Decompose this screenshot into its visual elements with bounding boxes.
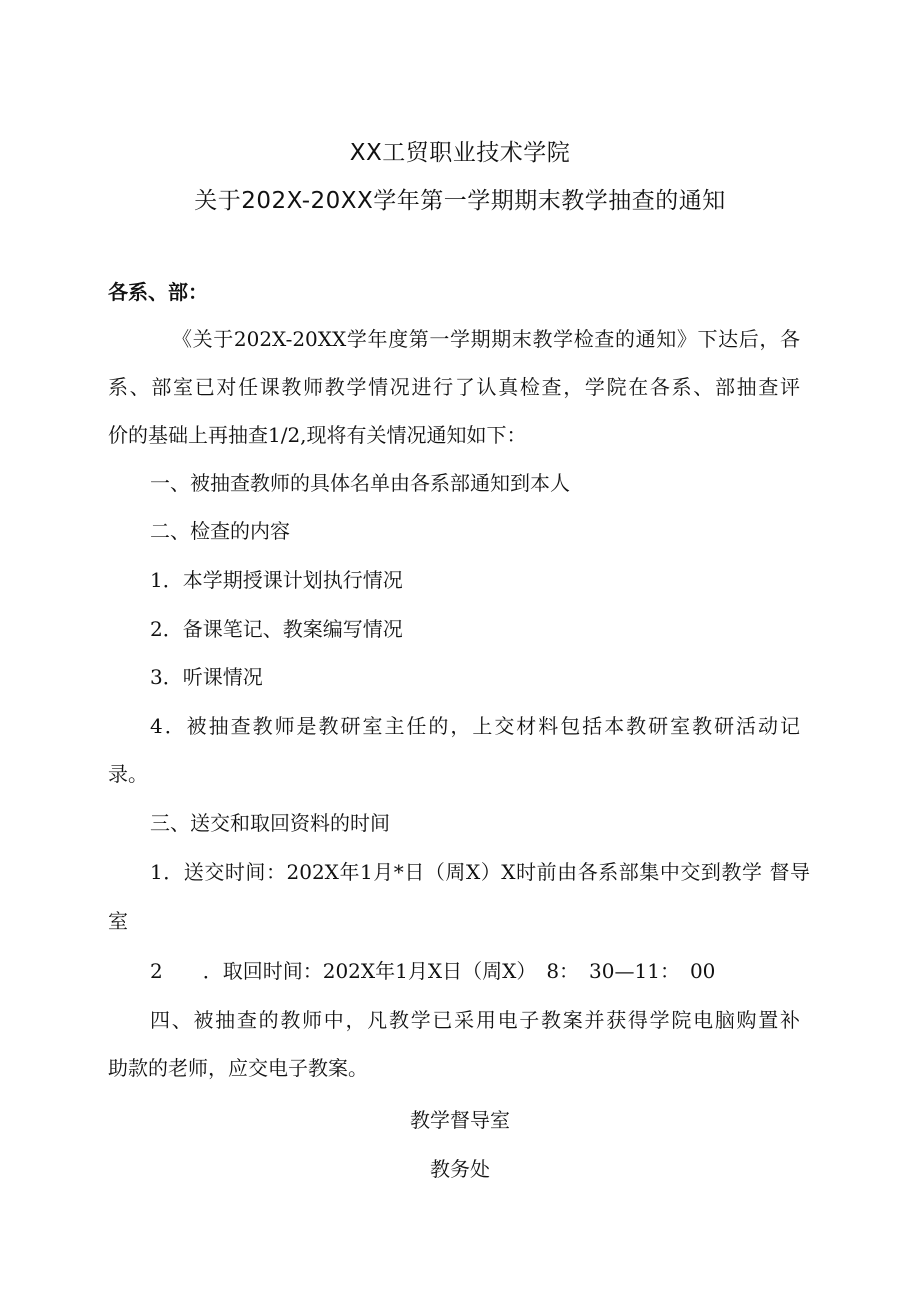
time-item-1-line-1: 1．送交时间：202X年1月*日（周X）X时前由各系部集中交到教学 督导 [150,860,810,884]
intro-line-3: 价的基础上再抽查1/2,现将有关情况通知如下： [108,423,527,447]
notice-title: 关于202X-20XX学年第一学期期末教学抽查的通知 [194,188,726,214]
salutation: 各系、部： [108,280,208,304]
content-item-3: 3．听课情况 [150,665,263,689]
section-4-line-2: 助款的老师，应交电子教案。 [108,1056,368,1080]
intro-line-2: 系、部室已对任课教师教学情况进行了认真检查，学院在各系、部抽查评 [108,375,800,399]
content-item-1: 1．本学期授课计划执行情况 [150,568,403,592]
section-2-heading: 二、检查的内容 [150,519,290,543]
content-item-2: 2．备课笔记、教案编写情况 [150,617,403,641]
time-item-1-line-2: 室 [108,909,128,933]
time-item-2: 2 ．取回时间：202X年1月X日（周X） 8： 30—11： 00 [150,959,716,983]
signature-teaching-supervision-office: 教学督导室 [410,1108,510,1132]
signature-academic-affairs-office: 教务处 [430,1157,490,1181]
content-item-4-line-1: 4．被抽查教师是教研室主任的，上交材料包括本教研室教研活动记 [150,714,800,738]
intro-line-1: 《关于202X-20XX学年度第一学期期末教学检查的通知》下达后，各 [172,327,800,351]
section-4-line-1: 四、被抽查的教师中，凡教学已采用电子教案并获得学院电脑购置补 [150,1008,800,1032]
content-item-4-line-2: 录。 [108,762,148,786]
institution-title: XX工贸职业技术学院 [349,140,571,166]
section-1-heading: 一、被抽查教师的具体名单由各系部通知到本人 [150,471,570,495]
section-3-heading: 三、送交和取回资料的时间 [150,811,390,835]
